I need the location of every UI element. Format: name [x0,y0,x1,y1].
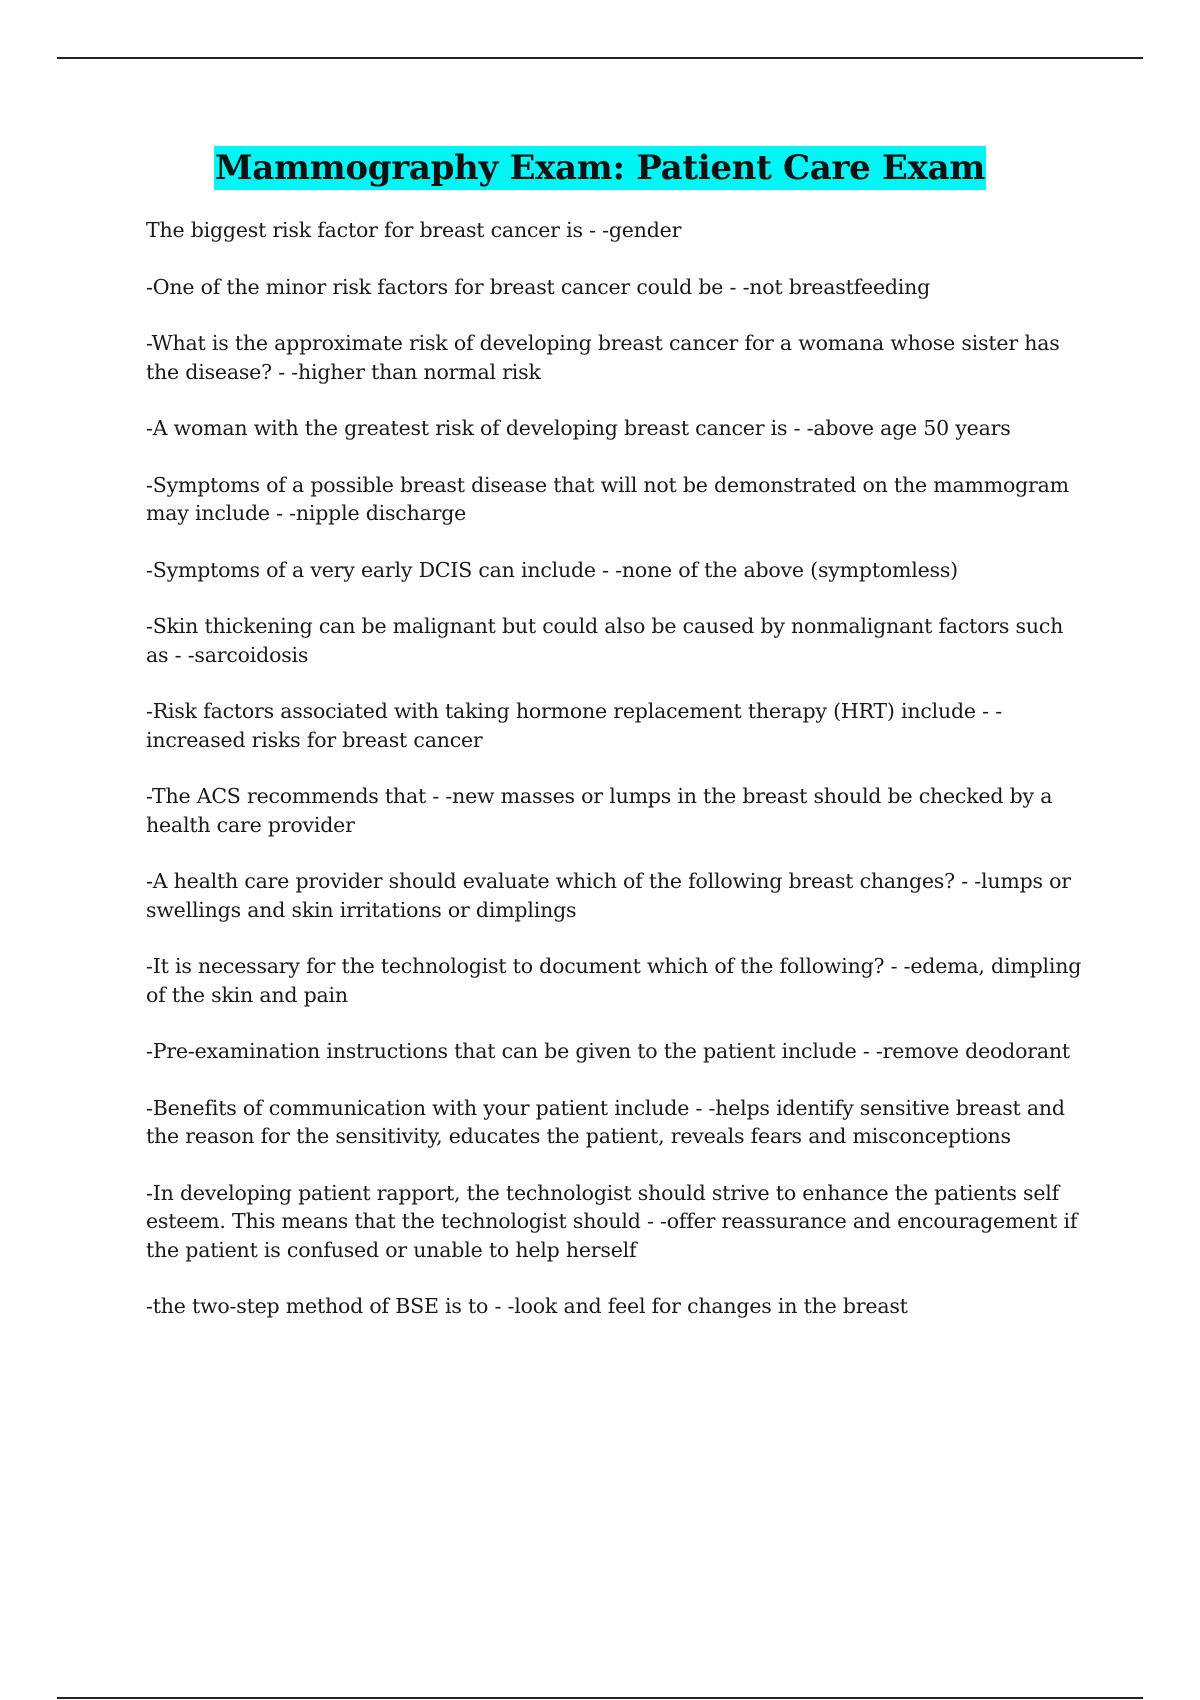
title-container [0,146,1200,190]
bottom-rule [57,1697,1143,1699]
list-item: -It is necessary for the technologist to document which of the following? - -edema, dimpling of the skin and pain [146,954,1082,1007]
list-item: The biggest risk factor for breast cancer is - -gender [146,218,682,242]
list-item: -Skin thickening can be malignant but could also be caused by nonmalignant factors such as - -sarcoidosis [146,614,1064,667]
list-item: -the two-step method of BSE is to - -look and feel for changes in the breast [146,1294,908,1318]
list-item: -What is the approximate risk of developing breast cancer for a womana whose sister has the disease? - -higher than normal risk [146,331,1060,384]
list-item: -Benefits of communication with your patient include - -helps identify sensitive breast and the reason for the sensitivity, educates the patient, reveals fears and misconceptions [146,1095,1065,1148]
list-item: -Symptoms of a very early DCIS can include - -none of the above (symptomless) [146,557,958,582]
list-item: -Pre-examination instructions that can be given to the patient include - -remove deodorant [146,1039,1070,1063]
page-title: Mammography Exam: Patient Care Exam [214,148,986,188]
list-item: -One of the minor risk factors for breast cancer could be - -not breastfeeding [146,274,931,299]
list-item: -Symptoms of a possible breast disease that will not be demonstrated on the mammogram may include - -nipple discharge [146,472,1069,525]
list-item: -In developing patient rapport, the technologist should strive to enhance the patients self esteem. This means that the technologist should - -offer reassurance and encouragement if the patient is confused or unable to help herself [146,1180,1078,1262]
list-item: -Risk factors associated with taking hormone replacement therapy (HRT) include - -increased risks for breast cancer [146,699,1002,752]
list-item: -The ACS recommends that - -new masses or lumps in the breast should be checked by a health care provider [146,784,1053,837]
list-item: -A health care provider should evaluate which of the following breast changes? - -lumps or swellings and skin irritations or dimplings [146,869,1071,922]
question-list [146,216,1084,1349]
list-item: -A woman with the greatest risk of developing breast cancer is - -above age 50 years [146,416,1011,440]
top-rule [57,57,1143,59]
